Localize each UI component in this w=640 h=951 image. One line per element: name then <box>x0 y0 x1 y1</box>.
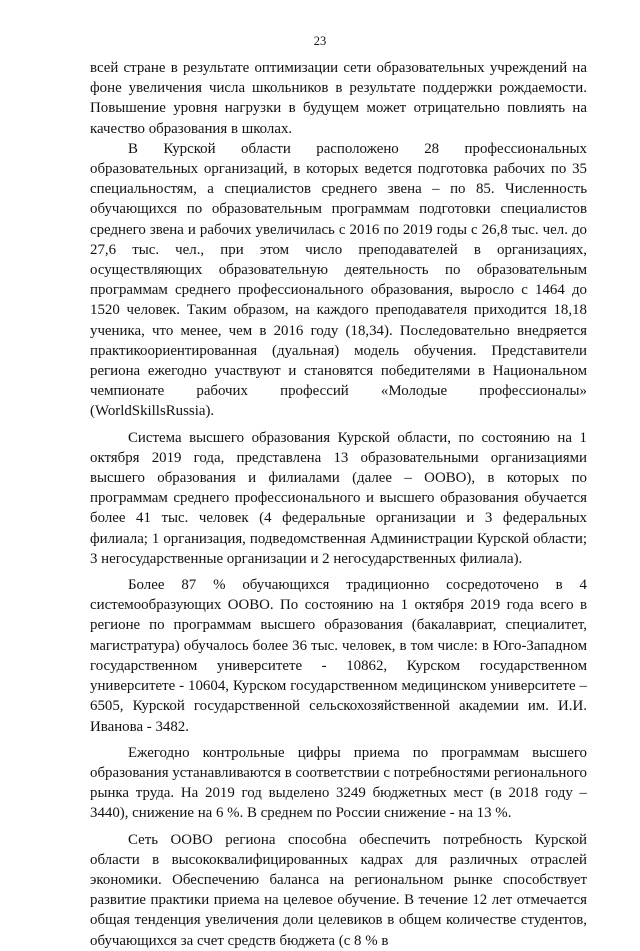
paragraph-higher-education-system: Система высшего образования Курской области, по состоянию на 1 октября 2019 года, представлена 13 образовательными организациями высшего образования и филиалами (далее – ООВО), в которых по программам среднего профессионального и высшего образования обучается более 41 тыс. человек (4 федеральные организации и 3 федеральных филиала; 1 организация, подведомственная Администрации Курской области; 3 негосударственные организации и 2 негосударственных филиала). <box>90 429 587 567</box>
paragraph-vocational-education: В Курской области расположено 28 профессиональных образовательных организаций, в которых ведется подготовка рабочих по 35 специальностям, а специалистов среднего звена – по 85. Численность обучающихся по образовательным программам подготовки специалистов среднего звена и рабочих увеличилась с 2016 по 2019 годы с 26,8 тыс. чел. до 27,6 тыс. чел., при этом число преподавателей в организациях, осуществляющих образовательную деятельность по образовательным программам среднего профессионального образования, выросло с 1464 до 1520 человек. Таким образом, на каждого преподавателя приходится 18,18 ученика, что менее, чем в 2016 году (18,34). Последовательно внедряется практикоориентированная (дуальная) модель обучения. Представители региона ежегодно участвуют и становятся победителями в Национальном чемпионате рабочих профессий «Молодые профессионалы» (WorldSkillsRussia). <box>90 140 587 420</box>
paragraph-targeted-training: Сеть ООВО региона способна обеспечить потребность Курской области в высококвалифицированных кадрах для различных отраслей экономики. Обеспечению баланса на региональном рынке способствует развитие практики приема на целевое обучение. В течение 12 лет отмечается общая тенденция увеличения доли целевиков в общем количестве студентов, обучающихся за счет средств бюджета (с 8 % в <box>90 831 587 949</box>
paragraph-continuation-schools: всей стране в результате оптимизации сети образовательных учреждений на фоне увеличения числа школьников в результате поддержки рождаемости. Повышение уровня нагрузки в будущем может отрицательно повлиять на качество образования в школах. <box>90 60 587 137</box>
paragraph-student-distribution: Более 87 % обучающихся традиционно сосредоточено в 4 системообразующих ООВО. По состоянию на 1 октября 2019 года всего в регионе по программам высшего образования (бакалавриат, специалитет, магистратура) обучалось более 36 тыс. человек, в том числе: в Юго-Западном государственном университете - 10862, Курском государственном университете - 10604, Курском государственном медицинском университете – 6505, Курской государственной сельскохозяйственной академии им. И.И. Иванова - 3482. <box>90 577 587 735</box>
page-body <box>90 58 587 951</box>
page-number: 23 <box>313 34 327 48</box>
paragraph-admission-quotas: Ежегодно контрольные цифры приема по программам высшего образования устанавливаются в соответствии с потребностями регионального рынка труда. На 2019 год выделено 3249 бюджетных мест (в 2018 году – 3440), снижение на 6 %. В среднем по России снижение - на 13 %. <box>90 744 587 822</box>
